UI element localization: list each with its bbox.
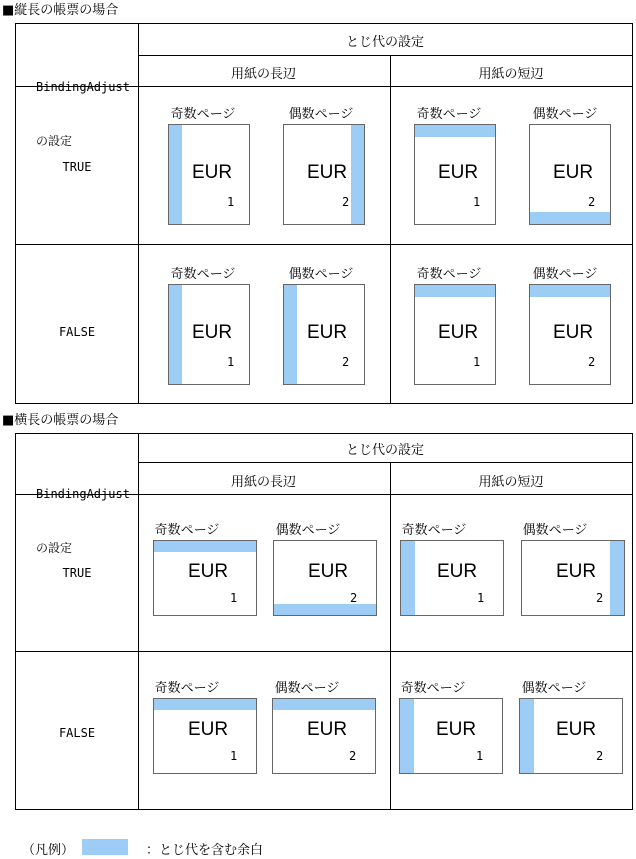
page-label-even: 偶数ページ <box>274 681 340 696</box>
binding-margin <box>400 699 414 773</box>
page-label-even: 偶数ページ <box>522 523 588 538</box>
row-label-false: FALSE <box>58 726 96 740</box>
binding-margin <box>530 285 610 297</box>
page-odd <box>414 284 496 385</box>
binding-adjust-label: BindingAdjust <box>36 80 130 94</box>
binding-adjust-setting-label: の設定 <box>36 134 73 148</box>
currency-label: EUR <box>438 322 479 343</box>
page-label-odd: 奇数ページ <box>170 267 236 282</box>
binding-adjust-header <box>36 42 130 168</box>
page-even <box>529 284 611 385</box>
page-number: 2 <box>588 355 596 369</box>
binding-margin <box>154 699 256 710</box>
binding-margin <box>610 541 624 615</box>
currency-label: EUR <box>308 561 349 582</box>
row-label-false: FALSE <box>58 325 96 339</box>
page-label-odd: 奇数ページ <box>416 107 482 122</box>
currency-label: EUR <box>436 719 477 740</box>
page-number: 2 <box>596 749 604 763</box>
binding-margin <box>169 285 182 384</box>
page-label-even: 偶数ページ <box>275 523 341 538</box>
page-label-odd: 奇数ページ <box>401 523 467 538</box>
page-number: 1 <box>477 591 485 605</box>
binding-margin <box>274 604 376 615</box>
currency-label: EUR <box>437 561 478 582</box>
currency-label: EUR <box>553 322 594 343</box>
currency-label: EUR <box>438 162 479 183</box>
page-label-odd: 奇数ページ <box>154 523 220 538</box>
page-number: 2 <box>342 195 350 209</box>
page-label-even: 偶数ページ <box>288 107 354 122</box>
page-even <box>521 540 625 616</box>
page-odd <box>153 540 257 616</box>
page-number: 1 <box>473 355 481 369</box>
binding-margin <box>351 125 364 224</box>
currency-label: EUR <box>188 561 229 582</box>
page-odd <box>153 698 257 774</box>
legend-title: （凡例） <box>22 843 75 858</box>
currency-label: EUR <box>192 322 233 343</box>
currency-label: EUR <box>192 162 233 183</box>
binding-adjust-header <box>36 449 130 575</box>
binding-margin <box>169 125 182 224</box>
binding-margin <box>284 285 297 384</box>
page-even <box>272 698 376 774</box>
page-odd <box>168 124 250 225</box>
legend-text: ：とじ代を含む余白 <box>146 843 264 858</box>
page-number: 1 <box>230 749 238 763</box>
currency-label: EUR <box>307 322 348 343</box>
page-number: 2 <box>350 591 358 605</box>
binding-margin <box>415 285 495 297</box>
page-even <box>283 284 365 385</box>
binding-adjust-setting-label: の設定 <box>36 541 73 555</box>
page-label-even: 偶数ページ <box>532 107 598 122</box>
legend-swatch <box>82 839 128 855</box>
page-number: 2 <box>588 195 596 209</box>
binding-margin <box>273 699 375 710</box>
currency-label: EUR <box>307 162 348 183</box>
page-odd <box>399 698 503 774</box>
page-odd <box>414 124 496 225</box>
binding-margin <box>154 541 256 552</box>
binding-margin <box>520 699 534 773</box>
page-odd <box>400 540 504 616</box>
page-number: 2 <box>596 591 604 605</box>
page-label-even: 偶数ページ <box>288 267 354 282</box>
page-number: 2 <box>349 749 357 763</box>
page-number: 1 <box>230 591 238 605</box>
page-even <box>283 124 365 225</box>
page-even <box>529 124 611 225</box>
binding-margin <box>401 541 415 615</box>
binding-margin <box>530 212 610 224</box>
row-label-true: TRUE <box>62 160 92 174</box>
short-side-header: 用紙の短辺 <box>478 475 544 490</box>
page-number: 1 <box>476 749 484 763</box>
page-label-odd: 奇数ページ <box>170 107 236 122</box>
section-title-landscape: ■横長の帳票の場合 <box>2 413 119 428</box>
currency-label: EUR <box>188 719 229 740</box>
page-label-odd: 奇数ページ <box>154 681 220 696</box>
margin-setting-header: とじ代の設定 <box>345 443 424 458</box>
long-side-header: 用紙の長辺 <box>230 475 296 490</box>
currency-label: EUR <box>556 561 597 582</box>
page-odd <box>168 284 250 385</box>
currency-label: EUR <box>307 719 348 740</box>
page-label-odd: 奇数ページ <box>400 681 466 696</box>
binding-adjust-label: BindingAdjust <box>36 487 130 501</box>
page-number: 1 <box>473 195 481 209</box>
currency-label: EUR <box>553 162 594 183</box>
row-label-true: TRUE <box>62 566 92 580</box>
section-title-portrait: ■縦長の帳票の場合 <box>2 3 119 18</box>
page-label-even: 偶数ページ <box>532 267 598 282</box>
page-even <box>519 698 623 774</box>
page-number: 2 <box>342 355 350 369</box>
currency-label: EUR <box>556 719 597 740</box>
page-label-even: 偶数ページ <box>521 681 587 696</box>
binding-margin <box>415 125 495 137</box>
short-side-header: 用紙の短辺 <box>478 67 544 82</box>
page-number: 1 <box>227 195 235 209</box>
margin-setting-header: とじ代の設定 <box>345 35 424 50</box>
page-label-odd: 奇数ページ <box>416 267 482 282</box>
long-side-header: 用紙の長辺 <box>230 67 296 82</box>
page-even <box>273 540 377 616</box>
page-number: 1 <box>227 355 235 369</box>
